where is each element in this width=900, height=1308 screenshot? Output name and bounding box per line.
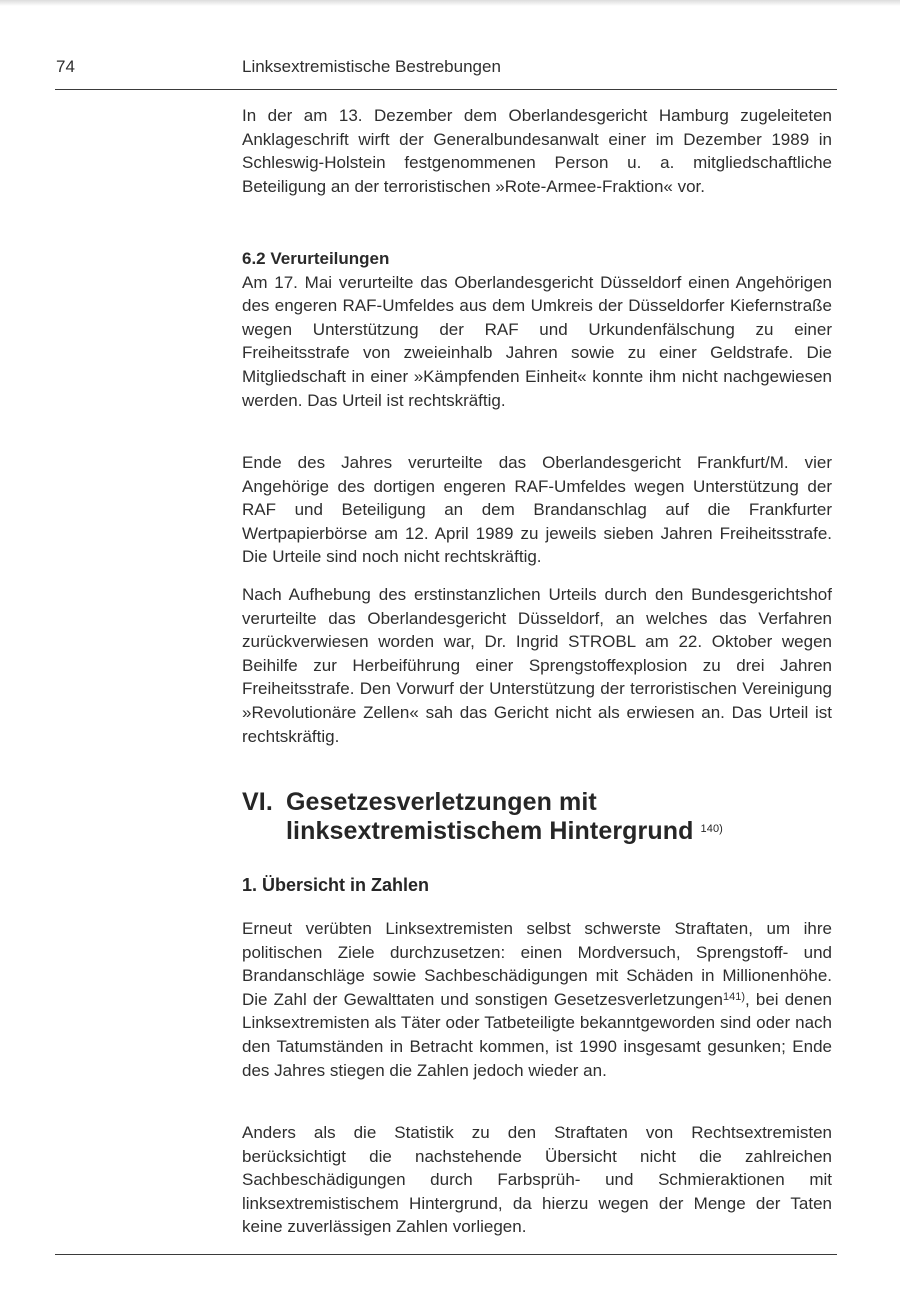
header-rule: [55, 89, 837, 90]
chapter-title-line1: Gesetzesverletzungen mit: [286, 788, 597, 816]
section-6-2-heading: 6.2 Verurteilungen: [242, 249, 390, 268]
overview-paragraph-1-text-a: Erneut verübten Linksextremisten selbst schwerste Straftaten, um ihre politischen Ziele durchzusetzen: einen Mordversuch, Sprengstoff- und Brandanschläge sowie Sachbeschädigungen mit Schäden in Millionenhöhe. Die Zahl der Gewalttaten und sonstigen Gesetzesverletzungen: [242, 919, 832, 1009]
verdict-frankfurt-block: [242, 451, 832, 569]
overview-paragraph-2: Anders als die Statistik zu den Straftaten von Rechtsextremisten berücksichtigt die nachstehende Übersicht nicht die zahlreichen Sachbeschädigungen durch Farbsprüh- und Schmieraktionen mit linksextremistischem Hintergrund, da hierzu wegen der Menge der Taten keine zuverlässigen Zahlen vorliegen.: [242, 1123, 832, 1237]
scan-top-edge: [0, 0, 900, 6]
overview-paragraph-1: [242, 917, 832, 1082]
section-1-heading: 1. Übersicht in Zahlen: [242, 875, 430, 895]
chapter-title-line2: linksextremistischem Hintergrund: [286, 817, 694, 845]
footnote-ref-140: 140): [700, 823, 723, 835]
verdict-paragraph-duesseldorf: Am 17. Mai verurteilte das Oberlandesgericht Düsseldorf einen Angehörigen des engeren RAF-Umfeldes aus dem Umkreis der Düsseldorfer Kiefernstraße wegen Unterstützung der RAF und Urkundenfälschung zu einer Freiheitsstrafe von zweieinhalb Jahren sowie zu einer Geldstrafe. Die Mitgliedschaft in einer »Kämpfenden Einheit« konnte ihm nicht nachgewiesen werden. Das Urteil ist rechtskräftig.: [242, 272, 832, 410]
chapter-vi-line1: [242, 788, 723, 817]
chapter-vi-heading: [242, 788, 723, 846]
verdict-paragraph-strobl: Nach Aufhebung des erstinstanzlichen Urteils durch den Bundesgerichtshof verurteilte das Oberlandesgericht Düsseldorf, an welches das Verfahren zurückverwiesen worden war, Dr. Ingrid STROBL am 22. Oktober wegen Beihilfe zur Herbeiführung einer Sprengstoffexplosion zu drei Jahren Freiheitsstrafe. Den Vorwurf der Unterstützung der terroristischen Vereinigung »Revolutionäre Zellen« sah das Gericht nicht als erwiesen an. Das Urteil ist rechtskräftig.: [242, 585, 832, 746]
intro-block: [242, 104, 832, 198]
overview-paragraph-1-text-b: , bei denen Linksextremisten als Täter oder Tatbeteiligte bekanntgeworden sind oder nach den Tatumständen in Betracht kommen, ist 1990 insgesamt gesunken; Ende des Jahres stiegen die Zahlen jedoch wieder an.: [242, 989, 832, 1080]
intro-paragraph: In der am 13. Dezember dem Oberlandesgericht Hamburg zugeleiteten Anklageschrift wirft der Generalbundesanwalt einer im Dezember 1989 in Schleswig-Holstein festgenommenen Person u. a. mitgliedschaftliche Beteiligung an der terroristischen »Rote-Armee-Fraktion« vor.: [242, 106, 832, 196]
chapter-numeral: VI.: [242, 788, 273, 816]
section-6-2: [242, 247, 832, 412]
verdict-strobl-block: [242, 583, 832, 748]
footer-rule: [55, 1254, 837, 1255]
verdict-paragraph-frankfurt: Ende des Jahres verurteilte das Oberlandesgericht Frankfurt/M. vier Angehörige des dortigen engeren RAF-Umfeldes wegen Unterstützung der RAF und Beteiligung an dem Brandanschlag auf die Frankfurter Wertpapierbörse am 12. April 1989 zu jeweils sieben Jahren Freiheitsstrafe. Die Urteile sind noch nicht rechtskräftig.: [242, 453, 832, 567]
overview-paragraph-1-block: [242, 917, 832, 1082]
chapter-vi-line2: [242, 817, 723, 846]
footnote-ref-141: 141): [723, 990, 746, 1003]
page-number: 74: [56, 57, 75, 76]
running-title: Linksextremistische Bestrebungen: [242, 57, 501, 76]
overview-paragraph-2-block: [242, 1121, 832, 1239]
